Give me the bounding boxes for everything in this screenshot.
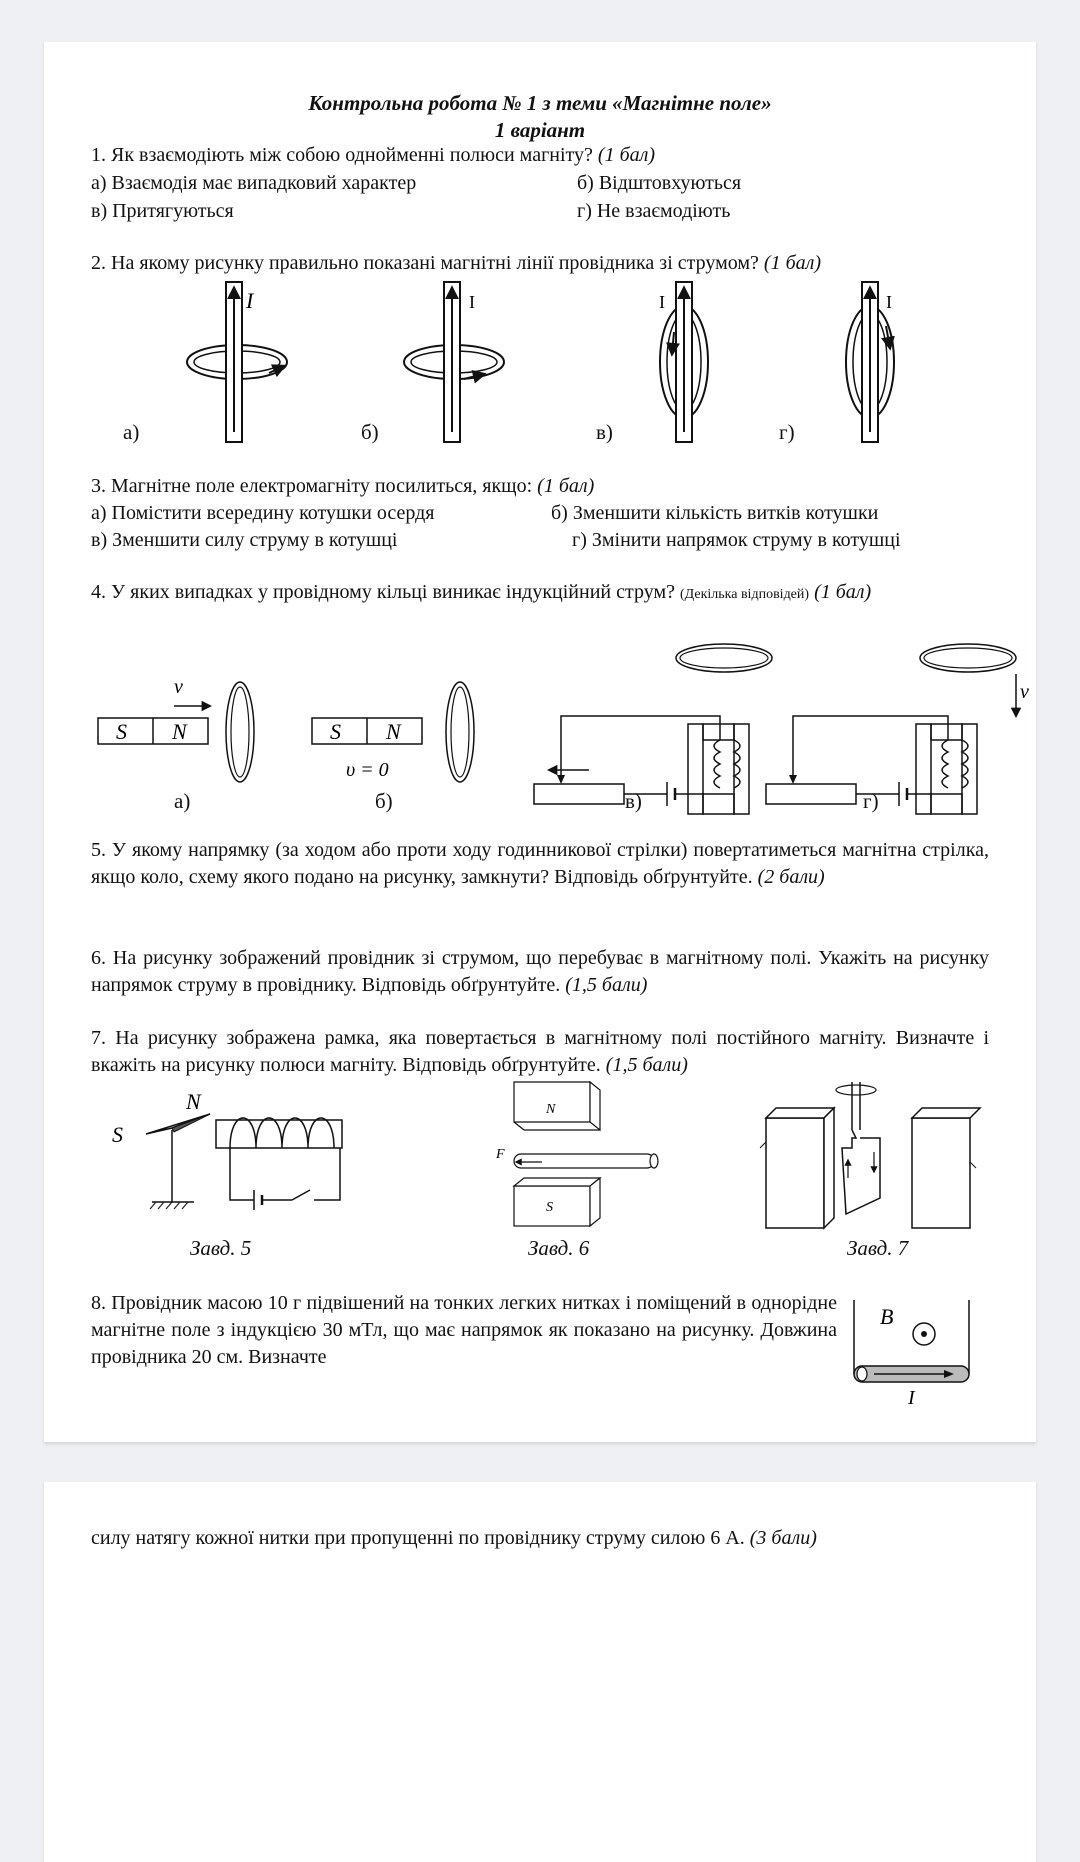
question-2 [91,250,821,277]
q2-figures [44,282,1036,482]
page-1 [44,42,1036,1442]
q2-label-a: а) [123,420,140,444]
variant-title: 1 варіант [494,118,586,142]
q2-figure-a [187,282,287,442]
q4-figure-d [766,644,1029,814]
q4-pole-s-a: S [116,719,127,744]
q4-pole-s-b: S [330,719,341,744]
q2-text: 2. На якому рисунку правильно показані магнітні лінії провідника зі струмом? [91,252,764,274]
q2-figure-b [404,282,504,442]
q3-option-c: в) Зменшити силу струму в котушці [91,529,398,551]
zavd7-figure [760,1082,980,1228]
q5-text: 5. У якому напрямку (за ходом або проти ходу годинникової стрілки) повертатиметься магнітна стрілка, якщо коло, схему якого подано на рисунку, замкнути? Відповідь обґрунтуйте. [91,839,989,888]
zavd5-caption: Завд. 5 [190,1236,252,1260]
q4-text: 4. У яких випадках у провідному кільці виникає індукційний струм? [91,581,680,603]
question-8: 8. Провідник масою 10 г підвішений на тонких легких нитках і поміщений в однорідне магнітне поле з індукцією 30 мТл, що має напрямок як показано на рисунку. Довжина провідника 20 см. Визначте [91,1292,837,1368]
q4-velocity-zero: υ = 0 [346,759,389,781]
zavd5-pole-s: S [112,1122,123,1147]
q3-option-a: а) Помістити всередину котушки осердя [91,502,435,524]
q4-note: (Декілька відповідей) [679,587,810,602]
q3-points: (1 бал) [537,475,595,497]
q2-label-d: г) [779,420,795,444]
q4-label-b: б) [375,789,393,813]
q3-text: 3. Магнітне поле електромагніту посилиться, якщо: [91,475,538,497]
q1-option-c: в) Притягуються [91,200,234,222]
q4-figures [44,638,1036,828]
q2-current-label-d: I [886,292,892,312]
q1-option-b: б) Відштовхуються [577,172,742,194]
q4-velocity-a: v [174,676,183,698]
q4-pole-n-a: N [172,719,187,744]
q5-points: (2 бали) [757,866,825,888]
zavd6-pole-s: S [546,1200,553,1215]
page-2 [44,1482,1036,1862]
question-8-continued [91,1525,817,1552]
question-3 [91,473,594,500]
q8-figure [844,1300,974,1410]
q2-label-c: в) [596,420,613,444]
q4-label-c: в) [625,789,642,813]
q2-figure-d [846,282,894,442]
q7-points: (1,5 бали) [605,1054,688,1076]
q2-figure-c [659,282,708,442]
zavd5-pole-n: N [186,1089,201,1114]
q7-text: 7. На рисунку зображена рамка, яка повертається в магнітному полі постійного магніту. Визначте і вкажіть на рисунку полюси магніту. Відповідь обґрунтуйте. [91,1027,989,1076]
q2-current-label-c: I [659,292,665,312]
q1-text: 1. Як взаємодіють між собою однойменні полюси магніту? [91,144,598,166]
q3-option-b: б) Зменшити кількість витків котушки [551,502,879,524]
q2-current-label-b: I [469,292,475,312]
q3-option-d: г) Змінити напрямок струму в котушці [572,529,901,551]
q2-label-b: б) [361,420,379,444]
question-1 [91,142,655,169]
q4-label-a: а) [174,789,191,813]
q4-points: (1 бал) [809,581,872,603]
page-title: Контрольна робота № 1 з теми «Магнітне поле» [308,91,772,115]
q2-points: (1 бал) [763,252,822,274]
question-6 [91,945,989,999]
q4-velocity-d: v [1020,681,1029,703]
zavd5-figure [112,1089,342,1210]
q4-figure-a [98,676,254,782]
question-7 [91,1025,989,1079]
q4-pole-n-b: N [386,719,401,744]
q4-figure-b [312,682,474,782]
zavd6-force: F [496,1147,505,1162]
q6-text: 6. На рисунку зображений провідник зі струмом, що перебуває в магнітному полі. Укажіть на рисунку напрямок струму в провіднику. Відповідь обґрунтуйте. [91,947,989,996]
q6-points: (1,5 бали) [565,974,648,996]
q8-points: (3 бали) [749,1527,817,1549]
task-figures [44,1082,1036,1242]
q1-option-d: г) Не взаємодіють [577,200,731,222]
question-4 [91,579,989,608]
q2-current-label-a: I [246,288,254,313]
zavd6-caption: Завд. 6 [528,1236,590,1260]
q8-current-label: I [908,1387,915,1409]
q8-text-page2: силу натягу кожної нитки при пропущенні по провіднику струму силою 6 А. [91,1527,750,1549]
zavd6-figure [495,1082,658,1226]
zavd7-caption: Завд. 7 [847,1236,909,1260]
q4-figure-c [534,644,772,814]
zavd6-pole-n: N [546,1102,556,1117]
q1-option-a: а) Взаємодія має випадковий характер [91,172,417,194]
q1-points: (1 бал) [597,144,656,166]
question-5 [91,837,989,891]
q8-field-label: B [880,1304,894,1329]
q4-label-d: г) [863,789,879,813]
